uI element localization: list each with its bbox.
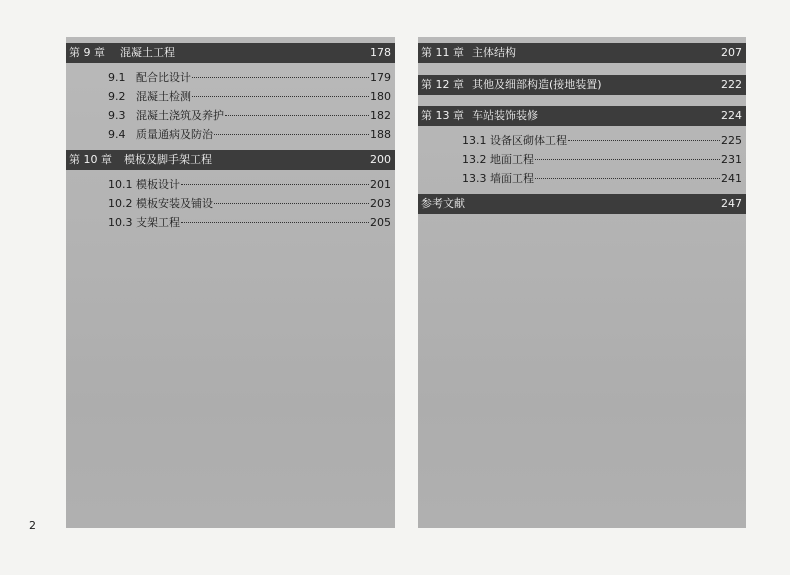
toc-entry[interactable]: [108, 127, 391, 143]
section-page: 225: [721, 134, 742, 147]
section-page: 182: [370, 109, 391, 122]
section-title: 设备区砌体工程: [490, 134, 567, 147]
section-number: 10.1: [108, 178, 133, 191]
section-page: 241: [721, 172, 742, 185]
chapter-heading[interactable]: [418, 106, 746, 126]
section-page: 203: [370, 197, 391, 210]
references-title: 参考文献: [421, 197, 465, 210]
section-page: 201: [370, 178, 391, 191]
chapter-title: 主体结构: [472, 46, 516, 59]
section-number: 13.1: [462, 134, 487, 147]
section-page: 180: [370, 90, 391, 103]
section-title: 地面工程: [490, 153, 534, 166]
toc-entry[interactable]: [108, 177, 391, 193]
toc-entry[interactable]: [108, 108, 391, 124]
toc-entry[interactable]: [462, 152, 742, 168]
chapter-number: 第 11 章: [421, 46, 464, 59]
section-number: 10.2: [108, 197, 133, 210]
section-title: 混凝土检测: [136, 90, 191, 103]
dot-leader: [535, 159, 720, 160]
section-title: 混凝土浇筑及养护: [136, 109, 224, 122]
section-title: 支架工程: [136, 216, 180, 229]
section-title: 墙面工程: [490, 172, 534, 185]
toc-entry[interactable]: [108, 89, 391, 105]
section-number: 13.2: [462, 153, 487, 166]
chapter-page: 207: [721, 46, 742, 59]
chapter-page: 222: [721, 78, 742, 91]
section-number: 9.4: [108, 128, 126, 141]
section-page: 179: [370, 71, 391, 84]
chapter-number: 第 10 章: [69, 153, 112, 166]
references-heading[interactable]: [418, 194, 746, 214]
chapter-title: 混凝土工程: [120, 46, 175, 59]
section-title: 质量通病及防治: [136, 128, 213, 141]
section-number: 10.3: [108, 216, 133, 229]
chapter-heading[interactable]: [66, 150, 395, 170]
page-number: 2: [29, 519, 36, 532]
toc-page-left: [66, 37, 395, 528]
chapter-heading[interactable]: [418, 75, 746, 95]
toc-page-right: [418, 37, 746, 528]
chapter-number: 第 12 章: [421, 78, 464, 91]
section-page: 231: [721, 153, 742, 166]
chapter-heading[interactable]: [418, 43, 746, 63]
chapter-title: 车站装饰装修: [472, 109, 538, 122]
toc-entry[interactable]: [108, 215, 391, 231]
section-number: 13.3: [462, 172, 487, 185]
chapter-heading[interactable]: [66, 43, 395, 63]
section-number: 9.3: [108, 109, 126, 122]
toc-entry[interactable]: [108, 196, 391, 212]
references-page: 247: [721, 197, 742, 210]
section-number: 9.1: [108, 71, 126, 84]
chapter-title: 模板及脚手架工程: [124, 153, 212, 166]
chapter-title: 其他及细部构造(接地装置): [472, 78, 602, 91]
section-title: 模板设计: [136, 178, 180, 191]
dot-leader: [181, 222, 369, 223]
section-page: 188: [370, 128, 391, 141]
toc-entry[interactable]: [462, 171, 742, 187]
dot-leader: [535, 178, 720, 179]
dot-leader: [214, 134, 369, 135]
dot-leader: [181, 184, 369, 185]
chapter-page: 224: [721, 109, 742, 122]
section-page: 205: [370, 216, 391, 229]
chapter-page: 178: [370, 46, 391, 59]
dot-leader: [214, 203, 369, 204]
chapter-page: 200: [370, 153, 391, 166]
chapter-number: 第 13 章: [421, 109, 464, 122]
dot-leader: [192, 96, 369, 97]
section-title: 模板安装及铺设: [136, 197, 213, 210]
toc-entry[interactable]: [108, 70, 391, 86]
toc-entry[interactable]: [462, 133, 742, 149]
dot-leader: [192, 77, 369, 78]
section-number: 9.2: [108, 90, 126, 103]
dot-leader: [225, 115, 369, 116]
section-title: 配合比设计: [136, 71, 191, 84]
dot-leader: [568, 140, 720, 141]
chapter-number: 第 9 章: [69, 46, 105, 59]
